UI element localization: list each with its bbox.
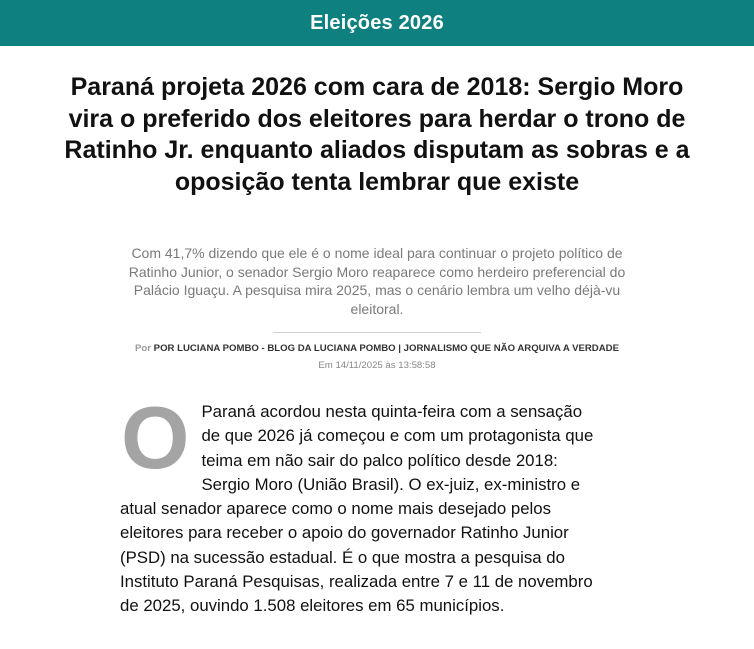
byline-prefix: Por [135,343,151,354]
byline-author[interactable]: POR LUCIANA POMBO - BLOG DA LUCIANA POMBO | JORNALISMO QUE NÃO ARQUIVA A VERDADE [153,343,619,354]
publish-date: Em 14/11/2025 às 13:58:58 [318,360,436,371]
byline [0,343,754,354]
article-subtitle: Com 41,7% dizendo que ele é o nome ideal para continuar o projeto político de Ratinho Junior, o senador Sergio Moro reaparece como herdeiro preferencial do Palácio Iguaçu. A pesquisa mira 2025, mas o cenário lembra um velho déjà-vu eleitoral. [128,245,626,317]
section-title: Eleições 2026 [310,11,444,34]
section-header-bar [0,0,754,46]
article-headline: Paraná projeta 2026 com cara de 2018: Sergio Moro vira o preferido dos eleitores para herdar o trono de Ratinho Jr. enquanto aliados disputam as sobras e a oposição tenta lembrar que existe [64,73,690,196]
article-first-paragraph: Paraná acordou nesta quinta-feira com a sensação de que 2026 já começou e com um protagonista que teima em não sair do palco político desde 2018: Sergio Moro (União Brasil). O ex-juiz, ex-ministro e atual senador aparece como o nome mais desejado pelos eleitores para receber o apoio do governador Ratinho Junior (PSD) na sucessão estadual. É o que mostra a pesquisa do Instituto Paraná Pesquisas, realizada entre 7 e 11 de novembro de 2025, ouvindo 1.508 eleitores em 65 municípios. [120,402,594,616]
drop-cap: O [121,388,190,487]
byline-divider [273,332,481,333]
article-body [120,388,598,619]
